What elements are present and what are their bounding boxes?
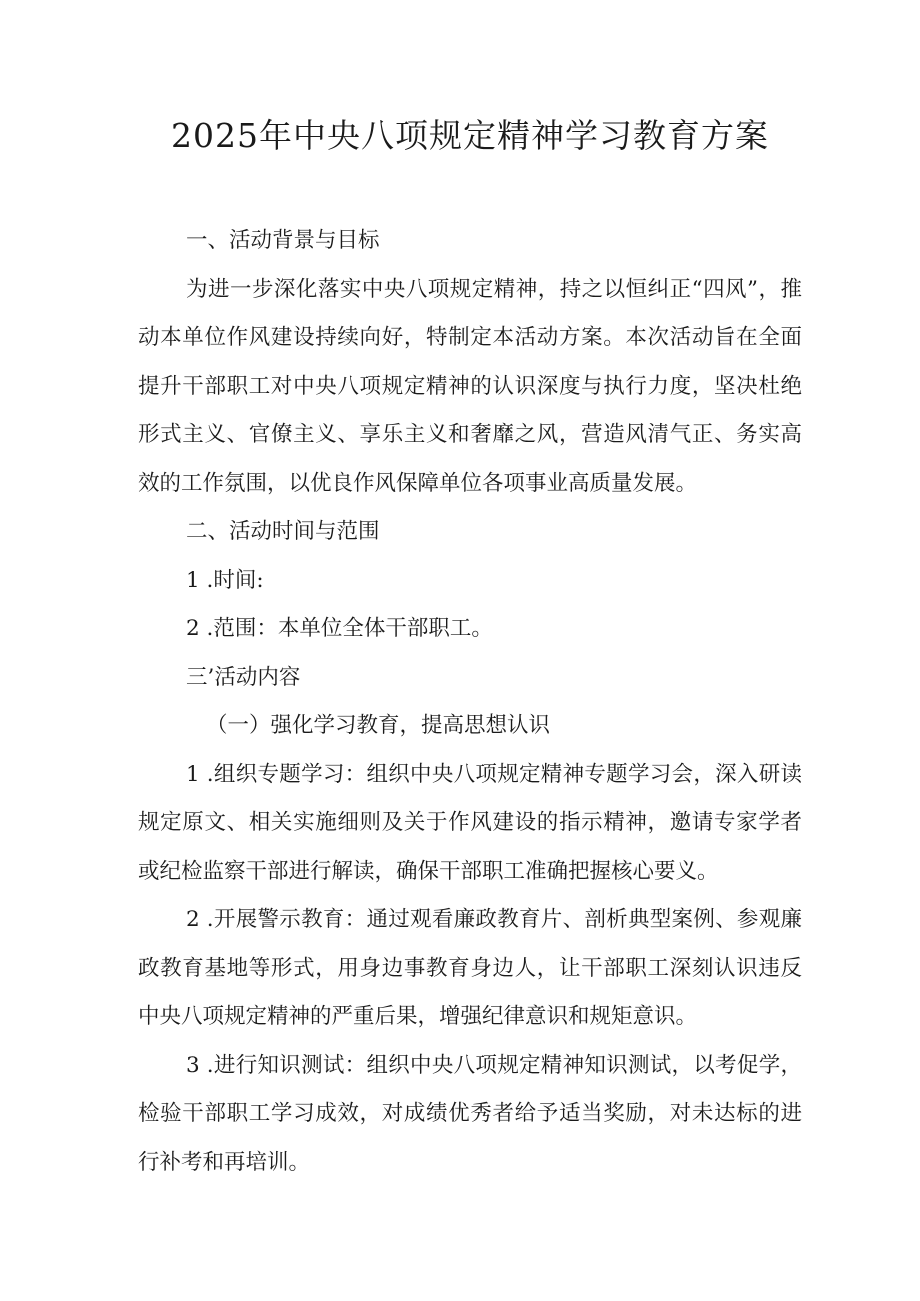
list-item-special-study: 1 .组织专题学习：组织中央八项规定精神专题学习会，深入研读规定原文、相关实施细则及关于作风建设的指示精神，邀请专家学者或纪检监察干部进行解读，确保干部职工准确把握核心要义。 xyxy=(138,761,802,884)
section-heading-background: 一、活动背景与目标 xyxy=(186,228,380,253)
list-item-time: 1 .时间: xyxy=(186,567,264,593)
list-item-warning-education: 2 .开展警示教育：通过观看廉政教育片、剖析典型案例、参观廉政教育基地等形式，用身边事教育身边人，让干部职工深刻认识违反中央八项规定精神的严重后果，增强纪律意识和规矩意识。 xyxy=(138,907,802,1029)
list-item-knowledge-test: 3 .进行知识测试：组织中央八项规定精神知识测试，以考促学，检验干部职工学习成效，对成绩优秀者给予适当奖励，对未达标的进行补考和再培训。 xyxy=(138,1052,802,1175)
section-heading-content: 三’活动内容 xyxy=(186,664,301,690)
subsection-heading-study: （一）强化学习教育，提高思想认识 xyxy=(206,713,551,738)
document-title: 2025年中央八项规定精神学习教育方案 xyxy=(171,116,769,155)
list-item-scope: 2 .范围：本单位全体干部职工。 xyxy=(186,616,493,641)
section-heading-time-scope: 二、活动时间与范围 xyxy=(186,519,380,544)
document-body xyxy=(138,217,802,1187)
paragraph-background: 为进一步深化落实中央八项规定精神，持之以恒纠正“四风”，推动本单位作风建设持续向好，特制定本活动方案。本次活动旨在全面提升干部职工对中央八项规定精神的认识深度与执行力度，坚决杜绝形式主义、官僚主义、享乐主义和奢靡之风，营造风清气正、务实高效的工作氛围，以优良作风保障单位各项事业高质量发展。 xyxy=(138,276,802,496)
